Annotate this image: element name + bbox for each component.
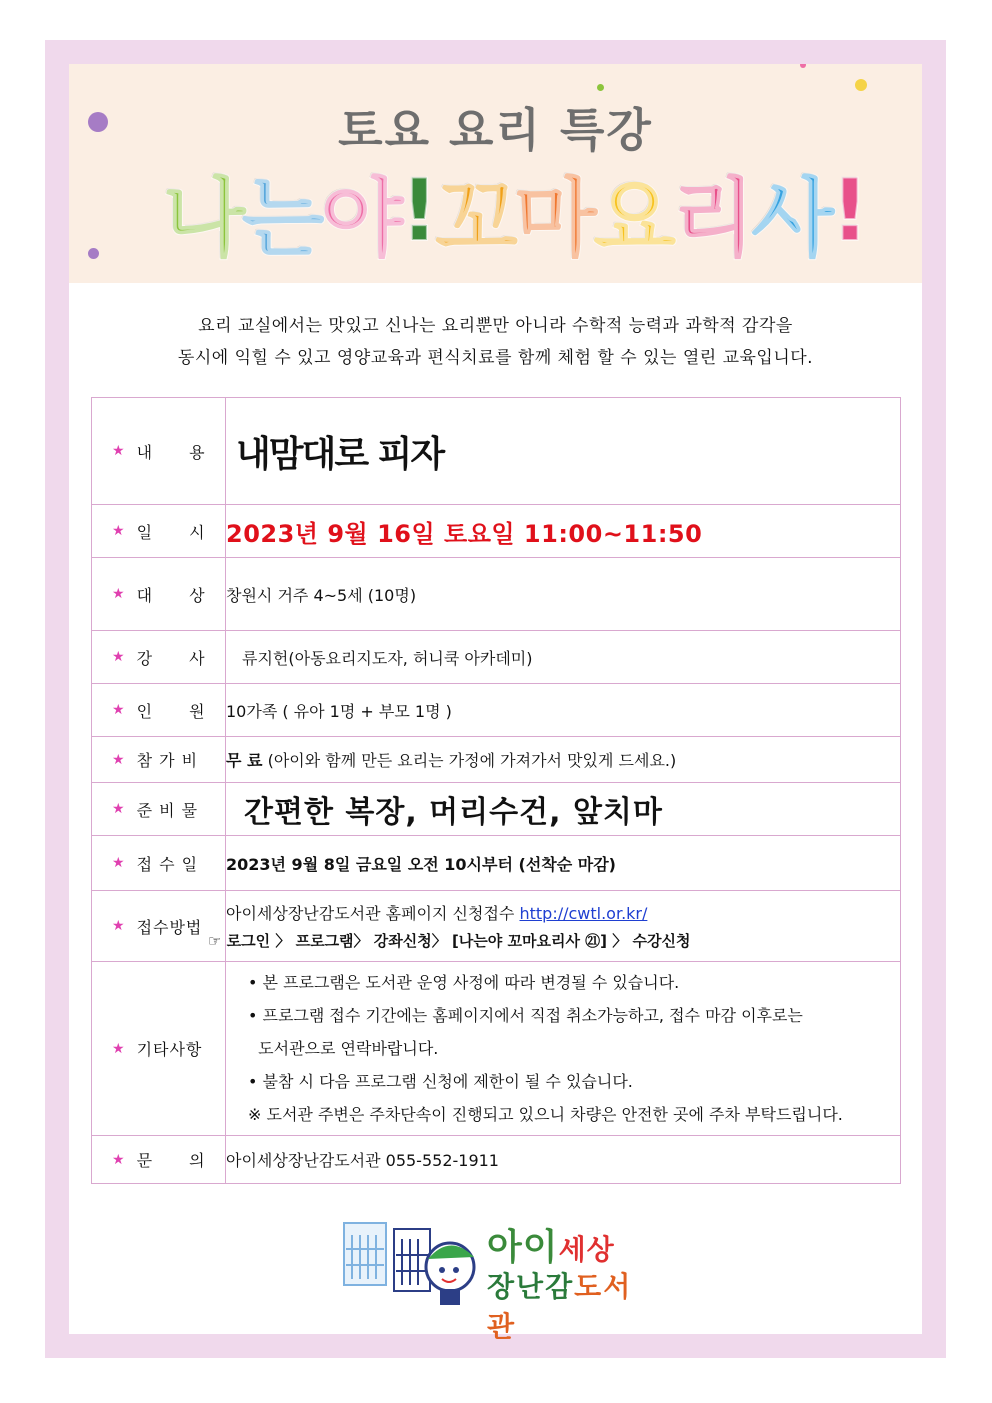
intro-text [69,310,922,374]
label-text: 기타사항 [136,1040,203,1059]
method-line-1 [226,901,900,924]
label-text: 접수방법 [136,917,203,937]
contact-value-cell [226,1136,901,1184]
fee-value-cell [226,737,901,783]
star-icon: ★ [112,649,125,665]
label-cell [92,558,226,631]
content-value-cell [226,398,901,505]
label-cell [92,891,226,962]
star-icon: ★ [112,702,125,718]
label-text: 준 비 물 [136,800,199,820]
row-instructor [92,631,901,684]
target-value: 창원시 거주 4~5세 (10명) [226,585,417,605]
logo-text: 세상 [558,1233,615,1266]
instructor-value: 류지헌(아동요리지도자, 허니쿡 아카데미) [242,648,533,668]
label-char: 강 [136,648,153,668]
intro-line-1: 요리 교실에서는 맛있고 신나는 요리뿐만 아니라 수학적 능력과 과학적 감각을 [198,316,793,336]
target-value-cell [226,558,901,631]
instructor-value-cell [226,631,901,684]
note-item: ※ 도서관 주변은 주차단속이 진행되고 있으니 차량은 안전한 곳에 주차 부탁드립니다. [248,1105,843,1124]
title-char: 는 [241,169,321,269]
title-char: 리 [672,169,752,269]
label-text: 참 가 비 [136,751,199,770]
row-fee [92,737,901,783]
label-cell [92,1136,226,1184]
label-char: 시 [189,522,205,542]
label-cell [92,505,226,558]
datetime-value: 2023년 9월 16일 토요일 11:00~11:50 [226,519,703,548]
library-building-icon [342,1215,482,1310]
homepage-link[interactable]: http://cwtl.or.kr/ [519,904,648,923]
label-cell [92,783,226,836]
library-logo [342,1215,652,1343]
program-info-table [91,397,901,1184]
logo-text: 장난감 [487,1270,575,1303]
label-char: 일 [136,522,153,542]
label-cell [92,836,226,891]
star-icon: ★ [112,1040,125,1057]
star-icon: ★ [112,918,125,934]
title-char: 야 [320,169,400,269]
intro-line-2: 동시에 익힐 수 있고 영양교육과 편식치료를 함께 체험 할 수 있는 열린 교육입니다. [177,348,814,368]
method-steps: ☞ 로그인 〉 프로그램〉 강좌신청〉 [나는야 꼬마요리사 ㉑] 〉 수강신청 [208,932,691,950]
row-contact [92,1136,901,1184]
decor-dot [855,79,867,91]
title-char: 마 [514,169,594,269]
label-char: 의 [189,1151,205,1170]
row-content [92,398,901,505]
star-icon: ★ [112,751,125,768]
star-icon: ★ [112,523,125,539]
star-icon: ★ [112,586,125,602]
title-char: 나 [162,169,242,269]
logo-text: 도서관 [487,1270,633,1343]
title-char: 사 [751,169,831,269]
row-prep [92,783,901,836]
capacity-value-cell [226,684,901,737]
notes-list [248,962,900,1135]
reception-value: 2023년 9월 8일 금요일 오전 10시부터 (선착순 마감) [226,854,616,874]
star-icon: ★ [112,855,125,871]
row-reception [92,836,901,891]
label-char: 용 [189,442,205,462]
label-char: 문 [136,1151,153,1170]
prep-value: 간편한 복장, 머리수건, 앞치마 [244,795,663,830]
note-item: • 프로그램 접수 기간에는 홈페이지에서 직접 취소가능하고, 접수 마감 이후로는 [248,1006,803,1025]
title-char: ! [830,161,866,261]
row-target [92,558,901,631]
content-value: 내맘대로 피자 [236,433,444,475]
label-char: 내 [136,442,153,462]
label-cell [92,398,226,505]
notes-value-cell [226,962,901,1136]
fee-value-note: (아이와 함께 만든 요리는 가정에 가져가서 맛있게 드세요.) [262,751,677,770]
star-icon: ★ [112,801,125,817]
label-char: 인 [136,701,153,721]
logo-text: 아이 [487,1227,559,1268]
label-char: 사 [189,648,205,668]
title-char: 요 [593,169,673,269]
header-banner [69,64,922,283]
star-icon: ★ [112,1151,125,1168]
label-text: 접 수 일 [136,854,199,874]
star-icon: ★ [112,443,125,459]
label-char: 상 [189,585,205,605]
datetime-value-cell [226,505,901,558]
note-item: • 불참 시 다음 프로그램 신청에 제한이 될 수 있습니다. [248,1072,633,1091]
fee-value-bold: 무 료 [226,751,263,770]
row-capacity [92,684,901,737]
label-cell [92,962,226,1136]
contact-value: 아이세상장난감도서관 055-552-1911 [226,1151,499,1170]
label-char: 대 [136,585,153,605]
decor-dot [597,84,604,91]
method-text: 아이세상장난감도서관 홈페이지 신청접수 [226,904,520,923]
label-cell [92,684,226,737]
row-method [92,891,901,962]
title-char: 꼬 [434,169,514,269]
row-datetime [92,505,901,558]
reception-value-cell [226,836,901,891]
label-cell [92,631,226,684]
label-char: 원 [189,701,205,721]
logo-line-1 [487,1219,615,1270]
method-value-cell [208,891,901,962]
row-notes [92,962,901,1136]
note-item: • 본 프로그램은 도서관 운영 사정에 따라 변경될 수 있습니다. [248,973,680,992]
prep-value-cell [226,783,901,836]
label-cell [92,737,226,783]
note-item: 도서관으로 연락바랍니다. [248,1039,439,1058]
logo-line-2 [487,1265,652,1345]
title-char: ! [399,161,435,261]
decor-dot [88,248,99,259]
decor-dot [800,64,806,68]
header-subtitle: 토요 요리 특강 [338,103,653,157]
header-title [162,156,866,269]
capacity-value: 10가족 ( 유아 1명 + 부모 1명 ) [226,701,452,721]
